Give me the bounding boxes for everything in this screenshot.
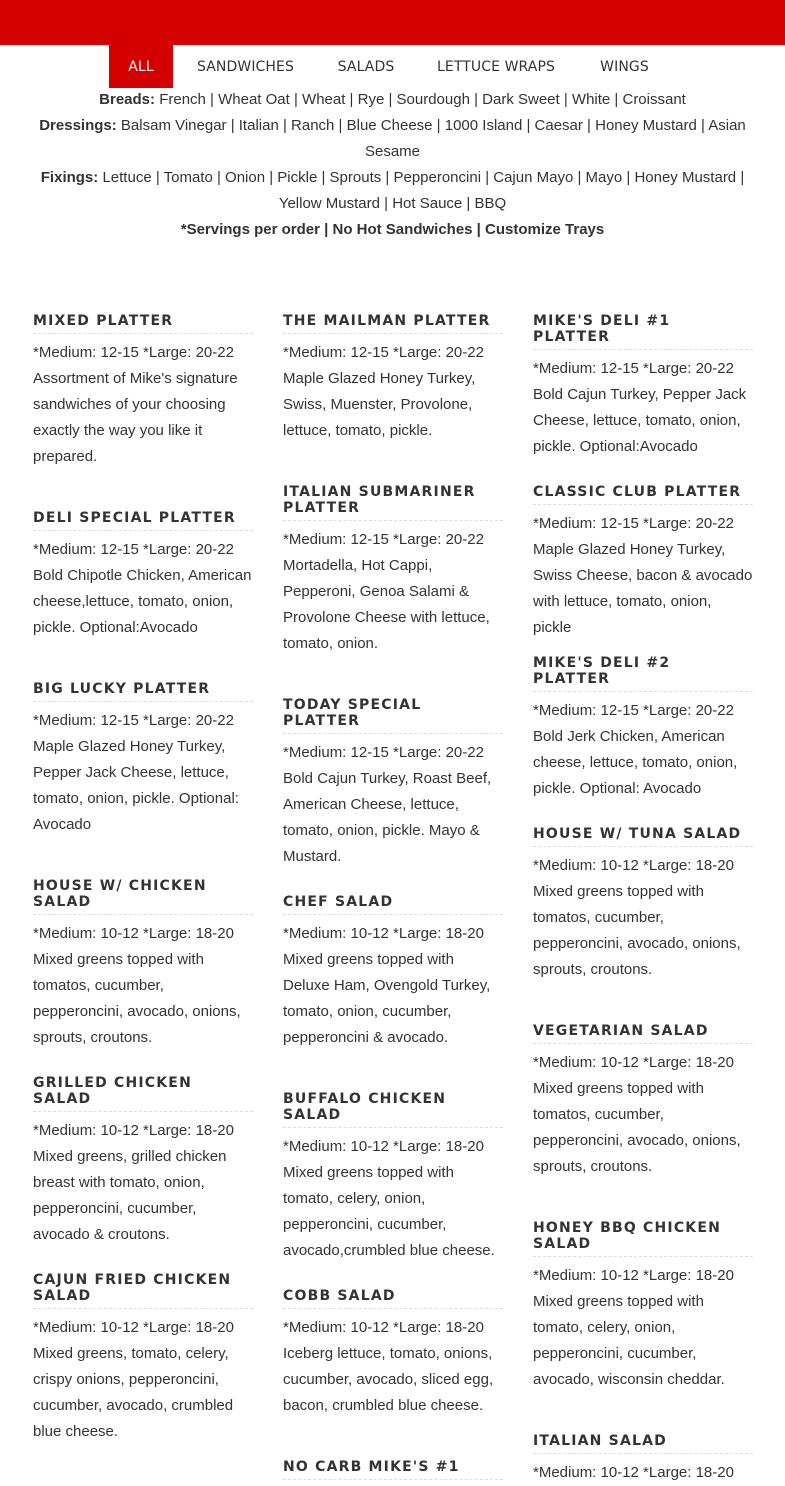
menu-item-title: HOUSE W/ TUNA SALAD: [533, 826, 753, 847]
menu-item: [533, 655, 753, 802]
menu-item-title: HOUSE W/ CHICKEN SALAD: [33, 878, 253, 915]
fixings-value-continued: Yellow Mustard | Hot Sauce | BBQ: [278, 195, 507, 212]
fixings-line: [0, 165, 785, 191]
menu-item-title: BUFFALO CHICKEN SALAD: [283, 1091, 503, 1128]
menu-item: [283, 1091, 503, 1264]
menu-item-description: Iceberg lettuce, tomato, onions, cucumber, avocado, sliced egg, bacon, crumbled blue cheese.: [283, 1345, 494, 1414]
menu-item-description: Mixed greens topped with tomato, celery, onion, pepperoncini, cucumber, avocado,crumbled blue cheese.: [283, 1164, 495, 1259]
menu-item-description: Mixed greens, tomato, celery, crispy onions, pepperoncini, cucumber, avocado, crumbled blue cheese.: [33, 1345, 234, 1440]
menu-item: [533, 1023, 753, 1180]
menu-item-sizes: *Medium: 10-12 *Large: 18-20: [533, 1267, 734, 1284]
menu-item: [283, 697, 503, 870]
menu-item: [533, 313, 753, 460]
menu-item: [33, 1272, 253, 1445]
menu-item-title: BIG LUCKY PLATTER: [33, 681, 253, 702]
menu-item-title: CHEF SALAD: [283, 894, 503, 915]
menu-item: [533, 484, 753, 641]
menu-item-sizes: *Medium: 10-12 *Large: 18-20: [533, 857, 734, 874]
menu-item-sizes: *Medium: 12-15 *Large: 20-22: [533, 702, 734, 719]
menu-item-sizes: *Medium: 12-15 *Large: 20-22: [533, 360, 734, 377]
servings-note: [0, 217, 785, 243]
tab-sandwiches[interactable]: SANDWICHES: [197, 59, 294, 75]
menu-item-sizes: *Medium: 12-15 *Large: 20-22: [33, 541, 234, 558]
menu-item-sizes: *Medium: 10-12 *Large: 18-20: [283, 925, 484, 942]
menu-item: [33, 681, 253, 838]
menu-item-title: MIKE'S DELI #2 PLATTER: [533, 655, 753, 692]
servings-text: *Servings per order | No Hot Sandwiches | Customize Trays: [180, 221, 605, 238]
menu-item-sizes: *Medium: 10-12 *Large: 18-20: [533, 1464, 734, 1481]
menu-item-sizes: *Medium: 10-12 *Large: 18-20: [33, 925, 234, 942]
menu-item: [283, 313, 503, 444]
fixings-value: Lettuce | Tomato | Onion | Pickle | Sprouts | Pepperoncini | Cajun Mayo | Mayo | Honey Mustard |: [102, 169, 745, 186]
menu-item-title: VEGETARIAN SALAD: [533, 1023, 753, 1044]
menu-item-title: CAJUN FRIED CHICKEN SALAD: [33, 1272, 253, 1309]
menu-item: [283, 1288, 503, 1419]
category-tabs: [0, 45, 785, 88]
menu-item-description: Maple Glazed Honey Turkey, Swiss, Muenster, Provolone, lettuce, tomato, pickle.: [283, 370, 476, 439]
menu-item-description: Bold Cajun Turkey, Roast Beef, American Cheese, lettuce, tomato, onion, pickle. Mayo & Mustard.: [283, 770, 492, 865]
menu-item: [533, 826, 753, 983]
menu-item-sizes: *Medium: 12-15 *Large: 20-22: [283, 344, 484, 361]
breads-line: [0, 87, 785, 113]
menu-item-title: TODAY SPECIAL PLATTER: [283, 697, 503, 734]
menu-item-sizes: *Medium: 10-12 *Large: 18-20: [283, 1138, 484, 1155]
menu-item: [283, 484, 503, 657]
menu-item-description: Mixed greens topped with tomatos, cucumber, pepperoncini, avocado, onions, sprouts, croutons.: [33, 951, 241, 1046]
menu-item-description: Mixed greens topped with tomatos, cucumber, pepperoncini, avocado, onions, sprouts, croutons.: [533, 1080, 741, 1175]
breads-label: Breads:: [99, 91, 156, 108]
menu-item-title: ITALIAN SUBMARINER PLATTER: [283, 484, 503, 521]
menu-item-description: Maple Glazed Honey Turkey, Pepper Jack Cheese, lettuce, tomato, onion, pickle. Optional: Avocado: [33, 738, 239, 833]
menu-item-sizes: *Medium: 10-12 *Large: 18-20: [33, 1319, 234, 1336]
menu-item-sizes: *Medium: 12-15 *Large: 20-22: [33, 344, 234, 361]
tab-all[interactable]: ALL: [109, 45, 173, 88]
menu-item-sizes: *Medium: 12-15 *Large: 20-22: [283, 531, 484, 548]
menu-item-title: ITALIAN SALAD: [533, 1433, 753, 1454]
menu-item-sizes: *Medium: 10-12 *Large: 18-20: [533, 1054, 734, 1071]
menu-item-title: DELI SPECIAL PLATTER: [33, 510, 253, 531]
menu-item: [33, 510, 253, 641]
menu-item-sizes: *Medium: 12-15 *Large: 20-22: [33, 712, 234, 729]
top-banner: [0, 0, 785, 45]
tab-salads[interactable]: SALADS: [337, 59, 395, 75]
menu-item-description: Mortadella, Hot Cappi, Pepperoni, Genoa Salami & Provolone Cheese with lettuce, tomato, onion.: [283, 557, 490, 652]
menu-item-title: THE MAILMAN PLATTER: [283, 313, 503, 334]
dressings-line: [0, 113, 785, 139]
menu-item-title: NO CARB MIKE'S #1: [283, 1459, 503, 1480]
menu-item: [33, 1075, 253, 1248]
menu-item-title: COBB SALAD: [283, 1288, 503, 1309]
tab-wings[interactable]: WINGS: [600, 59, 649, 75]
menu-item: [33, 313, 253, 470]
fixings-label: Fixings:: [40, 169, 99, 186]
menu-item: [283, 894, 503, 1051]
menu-item-description: Mixed greens topped with tomatos, cucumber, pepperoncini, avocado, onions, sprouts, croutons.: [533, 883, 741, 978]
tab-lettuce-wraps[interactable]: LETTUCE WRAPS: [436, 59, 556, 75]
menu-item-sizes: *Medium: 12-15 *Large: 20-22: [283, 744, 484, 761]
menu-item: [533, 1433, 753, 1486]
dressings-line-2: [0, 139, 785, 165]
menu-item-description: Mixed greens, grilled chicken breast with tomato, onion, pepperoncini, cucumber, avocado & croutons.: [33, 1148, 227, 1243]
menu-item-description: Bold Cajun Turkey, Pepper Jack Cheese, lettuce, tomato, onion, pickle. Optional:Avocado: [533, 386, 747, 455]
menu-item-sizes: *Medium: 10-12 *Large: 18-20: [283, 1319, 484, 1336]
menu-item-description: Bold Chipotle Chicken, American cheese,lettuce, tomato, onion, pickle. Optional:Avocado: [33, 567, 252, 636]
menu-item-description: Mixed greens topped with Deluxe Ham, Ovengold Turkey, tomato, onion, cucumber, pepperoncini & avocado.: [283, 951, 491, 1046]
menu-item-sizes: *Medium: 10-12 *Large: 18-20: [33, 1122, 234, 1139]
menu-item: [533, 1220, 753, 1393]
menu-item-description: Bold Jerk Chicken, American cheese, lettuce, tomato, onion, pickle. Optional: Avocado: [533, 728, 738, 797]
menu-item: [283, 1459, 503, 1480]
menu-item-description: Assortment of Mike's signature sandwiches of your choosing exactly the way you like it prepared.: [33, 370, 238, 465]
dressings-label: Dressings:: [39, 117, 117, 134]
breads-value: French | Wheat Oat | Wheat | Rye | Sourdough | Dark Sweet | White | Croissant: [159, 91, 686, 108]
menu-item-description: Mixed greens topped with tomato, celery, onion, pepperoncini, cucumber, avocado, wisconsin cheddar.: [533, 1293, 725, 1388]
dressings-value: Balsam Vinegar | Italian | Ranch | Blue Cheese | 1000 Island | Caesar | Honey Mustard | Asian: [120, 117, 746, 134]
menu-item-title: GRILLED CHICKEN SALAD: [33, 1075, 253, 1112]
fixings-line-2: [0, 191, 785, 217]
menu-item-title: HONEY BBQ CHICKEN SALAD: [533, 1220, 753, 1257]
menu-item-description: Maple Glazed Honey Turkey, Swiss Cheese, bacon & avocado with lettuce, tomato, onion, pickle: [533, 541, 753, 636]
menu-item-title: MIXED PLATTER: [33, 313, 253, 334]
menu-item: [33, 878, 253, 1051]
menu-item-title: MIKE'S DELI #1 PLATTER: [533, 313, 753, 350]
menu-item-sizes: *Medium: 12-15 *Large: 20-22: [533, 515, 734, 532]
menu-item-title: CLASSIC CLUB PLATTER: [533, 484, 753, 505]
dressings-value-continued: Sesame: [364, 143, 421, 160]
